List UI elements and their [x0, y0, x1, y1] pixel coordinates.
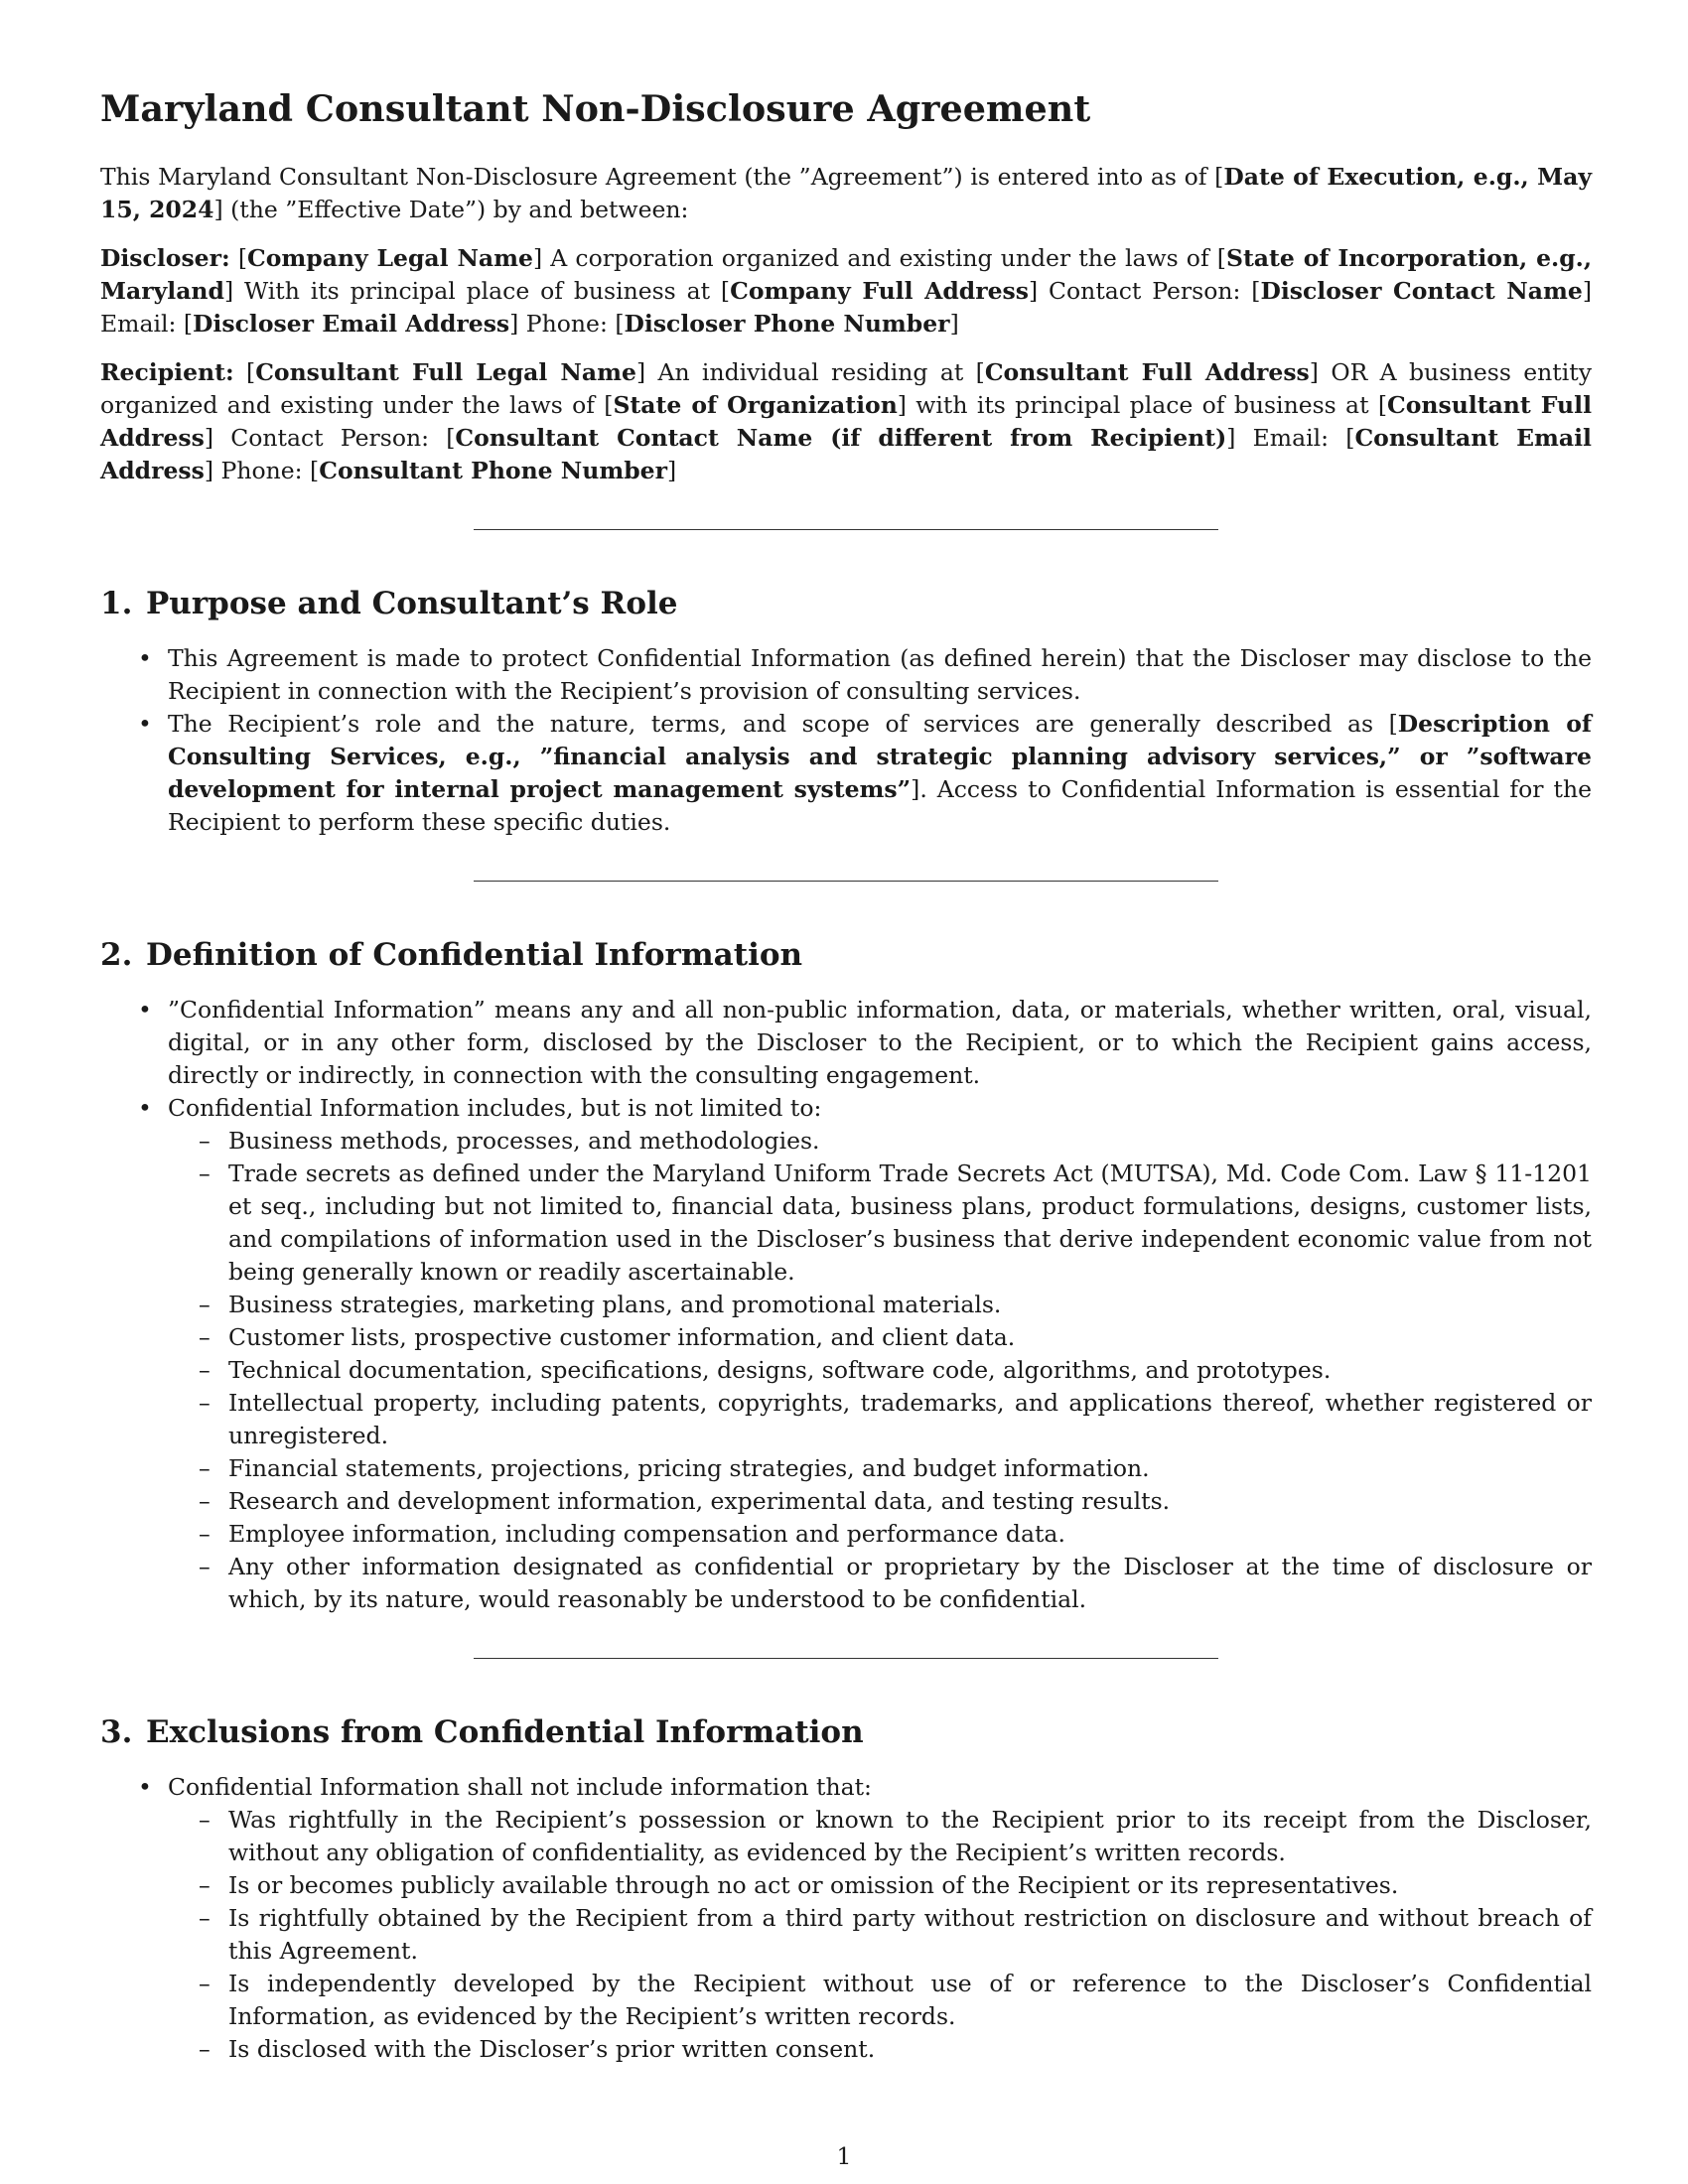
state-organization-placeholder: State of Organization	[613, 390, 898, 419]
sub-list-item: – Intellectual property, including patents, copyrights, trademarks, and applications thereof, whether registered or unregistered.	[228, 1387, 1592, 1452]
sub-list-item: – Customer lists, prospective customer information, and client data.	[228, 1321, 1592, 1354]
sub-list-item: – Research and development information, experimental data, and testing results.	[228, 1485, 1592, 1518]
section-divider	[474, 1658, 1218, 1659]
sub-list-item: – Technical documentation, specifications, designs, software code, algorithms, and prototypes.	[228, 1354, 1592, 1387]
section-divider	[474, 881, 1218, 882]
sub-list-item: – Is disclosed with the Discloser’s prior written consent.	[228, 2033, 1592, 2066]
sub-list-item: – Trade secrets as defined under the Maryland Uniform Trade Secrets Act (MUTSA), Md. Code Com. Law § 11-1201 et seq., including but not limited to, financial data, business plans, product formulations, designs, customer lists, and compilations of information used in the Discloser’s business that derive independent economic value from not being generally known or readily ascertainable.	[228, 1158, 1592, 1289]
consulting-services-placeholder: Description of Consulting Services, e.g., ”financial analysis and strategic planning advisory services,” or ”software development for internal project management systems”	[168, 709, 1592, 803]
sub-list	[168, 1125, 1592, 1616]
consultant-phone-placeholder: Consultant Phone Number	[319, 456, 667, 484]
company-name-placeholder: Company Legal Name	[247, 243, 533, 272]
sub-list-item: – Financial statements, projections, pricing strategies, and budget information.	[228, 1452, 1592, 1485]
section-heading-purpose: 1. Purpose and Consultant’s Role	[100, 585, 678, 621]
sub-list-item: – Employee information, including compensation and performance data.	[228, 1518, 1592, 1551]
sub-list-item: – Any other information designated as confidential or proprietary by the Discloser at the time of disclosure or which, by its nature, would reasonably be understood to be confidential.	[228, 1551, 1592, 1616]
list-item: • Confidential Information shall not include information that: – Was rightfully in the Recipient’s possession or known to the Recipient prior to its receipt from the Discloser, without any obligation of confidentiality, as evidenced by the Recipient’s written records. – Is or becomes publicly available through no act or omission of the Recipient or its representatives. – Is rightfully obtained by the Recipient from a third party without restriction on disclosure and without breach of this Agreement. – Is independently developed by the Recipient without use of or reference to the Discloser’s Confidential Information, as evidenced by the Recipient’s written records. – Is disclosed with the Discloser’s prior written consent.	[168, 1771, 1592, 2066]
list-item: • This Agreement is made to protect Confidential Information (as defined herein) that the Discloser may disclose to the Recipient in connection with the Recipient’s provision of consulting services.	[168, 642, 1592, 708]
discloser-contact-placeholder: Discloser Contact Name	[1260, 276, 1583, 305]
section-2-list	[100, 994, 1592, 1616]
list-item: • ”Confidential Information” means any and all non-public information, data, or materials, whether written, oral, visual, digital, or in any other form, disclosed by the Discloser to the Recipient, or to which the Recipient gains access, directly or indirectly, in connection with the consulting engagement.	[168, 994, 1592, 1092]
section-3-list	[100, 1771, 1592, 2066]
sub-list-item: – Is rightfully obtained by the Recipient from a third party without restriction on disclosure and without breach of this Agreement.	[228, 1902, 1592, 1968]
execution-date-placeholder: Date of Execution, e.g., May 15, 2024	[100, 162, 1592, 223]
section-heading-definition: 2. Definition of Confidential Information	[100, 936, 803, 973]
sub-list-item: – Is independently developed by the Recipient without use of or reference to the Discloser’s Confidential Information, as evidenced by the Recipient’s written records.	[228, 1968, 1592, 2033]
sub-list	[168, 1804, 1592, 2066]
consultant-contact-placeholder: Consultant Contact Name (if different from Recipient)	[455, 423, 1227, 452]
page-number: 1	[836, 2142, 852, 2170]
intro-paragraph: This Maryland Consultant Non-Disclosure Agreement (the ”Agreement”) is entered into as of [Date of Execution, e.g., May 15, 2024] (the ”Effective Date”) by and between:	[100, 162, 1592, 223]
state-incorporation-placeholder: State of Incorporation, e.g., Maryland	[100, 243, 1593, 305]
discloser-phone-placeholder: Discloser Phone Number	[624, 309, 950, 338]
discloser-label: Discloser:	[100, 243, 230, 272]
list-item: • Confidential Information includes, but is not limited to: – Business methods, processes, and methodologies. – Trade secrets as defined under the Maryland Uniform Trade Secrets Act (MUTSA), Md. Code Com. Law § 11-1201 et seq., including but not limited to, financial data, business plans, product formulations, designs, customer lists, and compilations of information used in the Discloser’s business that derive independent economic value from not being generally known or readily ascertainable. – Business strategies, marketing plans, and promotional materials. – Customer lists, prospective customer information, and client data. – Technical documentation, specifications, designs, software code, algorithms, and prototypes. – Intellectual property, including patents, copyrights, trademarks, and applications thereof, whether registered or unregistered. – Financial statements, projections, pricing strategies, and budget information. – Research and development information, experimental data, and testing results. – Employee information, including compensation and performance data. – Any other information designated as confidential or proprietary by the Discloser at the time of disclosure or which, by its nature, would reasonably be understood to be confidential.	[168, 1092, 1592, 1616]
recipient-label: Recipient:	[100, 357, 234, 386]
consultant-address-placeholder: Consultant Full Address	[984, 357, 1310, 386]
section-heading-exclusions: 3. Exclusions from Confidential Information	[100, 1714, 864, 1751]
consultant-business-address-placeholder: Consultant Full Address	[100, 390, 1592, 452]
section-1-list	[100, 642, 1592, 839]
consultant-name-placeholder: Consultant Full Legal Name	[255, 357, 636, 386]
sub-list-item: – Was rightfully in the Recipient’s possession or known to the Recipient prior to its receipt from the Discloser, without any obligation of confidentiality, as evidenced by the Recipient’s written records.	[228, 1804, 1592, 1869]
discloser-paragraph: Discloser: [Company Legal Name] A corporation organized and existing under the laws of [State of Incorporation, e.g., Maryland] With its principal place of business at [Company Full Address] Contact Person: [Discloser Contact Name] Email: [Discloser Email Address] Phone: [Discloser Phone Number]	[100, 243, 1593, 338]
sub-list-item: – Business methods, processes, and methodologies.	[228, 1125, 1592, 1158]
sub-list-item: – Is or becomes publicly available through no act or omission of the Recipient or its representatives.	[228, 1869, 1592, 1902]
discloser-email-placeholder: Discloser Email Address	[193, 309, 510, 338]
company-address-placeholder: Company Full Address	[730, 276, 1030, 305]
document-page	[100, 87, 1592, 2066]
sub-list-item: – Business strategies, marketing plans, and promotional materials.	[228, 1289, 1592, 1321]
consultant-email-placeholder: Consultant Email Address	[100, 423, 1592, 484]
document-title: Maryland Consultant Non-Disclosure Agreement	[100, 87, 1091, 130]
section-divider	[474, 529, 1218, 530]
recipient-paragraph: Recipient: [Consultant Full Legal Name] An individual residing at [Consultant Full Address] OR A business entity organized and existing under the laws of [State of Organization] with its principal place of business at [Consultant Full Address] Contact Person: [Consultant Contact Name (if different from Recipient)] Email: [Consultant Email Address] Phone: [Consultant Phone Number]	[100, 357, 1592, 484]
list-item: • The Recipient’s role and the nature, terms, and scope of services are generally described as [Description of Consulting Services, e.g., ”financial analysis and strategic planning advisory services,” or ”software development for internal project management systems”]. Access to Confidential Information is essential for the Recipient to perform these specific duties.	[168, 708, 1592, 839]
